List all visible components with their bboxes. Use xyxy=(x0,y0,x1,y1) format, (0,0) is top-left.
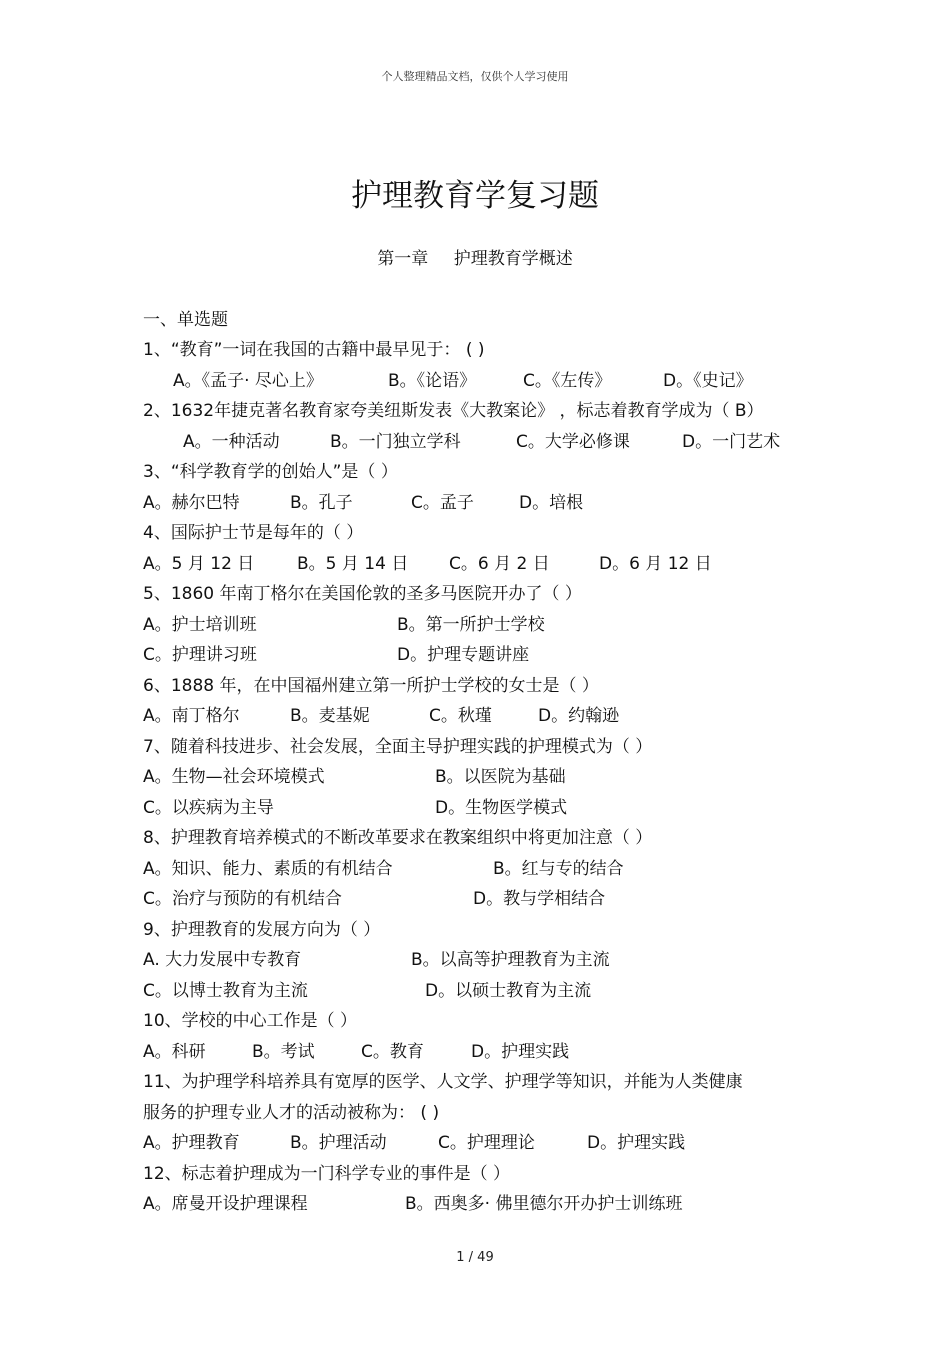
question-text: 7、随着科技进步、社会发展，全面主导护理实践的护理模式为（ ） xyxy=(143,736,653,757)
option-d: D。护理专题讲座 xyxy=(397,645,530,665)
option-d: D。《史记》 xyxy=(663,370,753,391)
option-b: B。红与专的结合 xyxy=(493,858,624,879)
option-b: B。孔子 xyxy=(290,492,353,513)
question-text: 5、1860 年南丁格尔在美国伦敦的圣多马医院开办了（ ） xyxy=(143,584,582,604)
option-b: B。以医院为基础 xyxy=(435,767,566,787)
option-c: C。孟子 xyxy=(411,492,474,513)
option-row xyxy=(143,762,843,793)
option-row xyxy=(143,854,843,885)
question-list xyxy=(143,335,843,1220)
option-d: D。护理实践 xyxy=(471,1041,570,1062)
option-c: C。护理讲习班 xyxy=(143,645,257,665)
option-c: C。6 月 2 日 xyxy=(449,553,550,574)
option-a: A。南丁格尔 xyxy=(143,706,240,726)
option-row xyxy=(143,793,843,824)
option-d: D。教与学相结合 xyxy=(473,889,606,909)
question-text: 11、为护理学科培养具有宽厚的医学、人文学、护理学等知识，并能为人类健康 xyxy=(143,1072,743,1092)
question-text: 6、1888 年，在中国福州建立第一所护士学校的女士是（ ） xyxy=(143,675,599,696)
chapter-name: 护理教育学概述 xyxy=(453,249,573,269)
option-c: C。秋瑾 xyxy=(429,706,492,726)
option-c: C。以博士教育为主流 xyxy=(143,980,308,1001)
option-a: A。护理教育 xyxy=(143,1133,240,1153)
option-d: D。以硕士教育为主流 xyxy=(425,980,592,1001)
option-b: B。《论语》 xyxy=(388,370,477,391)
option-a: A。《孟子· 尽心上》 xyxy=(173,370,323,391)
chapter-heading xyxy=(0,244,950,269)
option-row xyxy=(143,884,843,915)
option-a: A。5 月 12 日 xyxy=(143,553,255,574)
question-text: 10、学校的中心工作是（ ） xyxy=(143,1011,358,1031)
option-a: A。护士培训班 xyxy=(143,614,257,635)
section-heading: 一、单选题 xyxy=(143,310,228,330)
question-text: 8、护理教育培养模式的不断改革要求在教案组织中将更加注意（ ） xyxy=(143,828,653,848)
question-text-continued: 服务的护理专业人才的活动被称为： ( ) xyxy=(143,1102,440,1123)
option-row xyxy=(143,610,843,641)
option-row xyxy=(143,701,843,732)
option-a: A。生物—社会环境模式 xyxy=(143,767,325,787)
option-a: A。一种活动 xyxy=(183,431,280,452)
option-c: C。以疾病为主导 xyxy=(143,797,274,818)
option-d: D。6 月 12 日 xyxy=(599,553,712,574)
option-c: C。护理理论 xyxy=(438,1133,535,1153)
question-text: 1、“教育”一词在我国的古籍中最早见于： ( ) xyxy=(143,340,485,360)
option-b: B。西奥多· 佛里德尔开办护士训练班 xyxy=(405,1194,683,1214)
question-text: 3、“科学教育学的创始人”是（ ） xyxy=(143,462,398,482)
option-c: C。治疗与预防的有机结合 xyxy=(143,889,342,909)
option-b: B。第一所护士学校 xyxy=(397,614,545,635)
option-c: C。教育 xyxy=(361,1041,424,1062)
option-d: D。护理实践 xyxy=(587,1133,686,1153)
option-b: B。以高等护理教育为主流 xyxy=(411,950,610,970)
option-a: A。知识、能力、素质的有机结合 xyxy=(143,858,393,879)
option-row xyxy=(143,366,843,397)
option-d: D。约翰逊 xyxy=(538,706,620,726)
option-row xyxy=(143,549,843,580)
page-header: 个人整理精品文档，仅供个人学习使用 xyxy=(381,70,569,83)
option-row xyxy=(143,1128,843,1159)
option-b: B。麦基妮 xyxy=(290,706,370,726)
option-a: A。科研 xyxy=(143,1041,206,1062)
chapter-number: 第一章 xyxy=(377,249,429,269)
option-a: A. 大力发展中专教育 xyxy=(143,950,302,970)
option-row xyxy=(143,1037,843,1068)
option-row xyxy=(143,640,843,671)
option-c: C。《左传》 xyxy=(523,370,612,391)
option-b: B。一门独立学科 xyxy=(330,431,461,452)
option-row xyxy=(143,488,843,519)
question-text: 9、护理教育的发展方向为（ ） xyxy=(143,919,381,940)
question-text: 2、1632年捷克著名教育家夸美纽斯发表《大教案论》 ，标志着教育学成为（ B） xyxy=(143,401,764,421)
option-row xyxy=(143,976,843,1007)
option-c: C。大学必修课 xyxy=(516,431,630,452)
option-b: B。5 月 14 日 xyxy=(297,553,409,574)
option-d: D。培根 xyxy=(519,492,584,513)
option-d: D。生物医学模式 xyxy=(435,797,568,818)
option-d: D。一门艺术 xyxy=(682,431,781,452)
option-a: A。赫尔巴特 xyxy=(143,492,240,513)
question-text: 4、国际护士节是每年的（ ） xyxy=(143,523,364,543)
option-b: B。护理活动 xyxy=(290,1133,387,1153)
question-text: 12、标志着护理成为一门科学专业的事件是（ ） xyxy=(143,1163,511,1184)
option-row xyxy=(143,945,843,976)
page-number: 1 / 49 xyxy=(456,1250,494,1265)
option-b: B。考试 xyxy=(252,1041,315,1062)
option-row xyxy=(143,1189,843,1220)
document-title: 护理教育学复习题 xyxy=(351,178,599,214)
option-row xyxy=(143,427,843,458)
option-a: A。席曼开设护理课程 xyxy=(143,1194,308,1214)
